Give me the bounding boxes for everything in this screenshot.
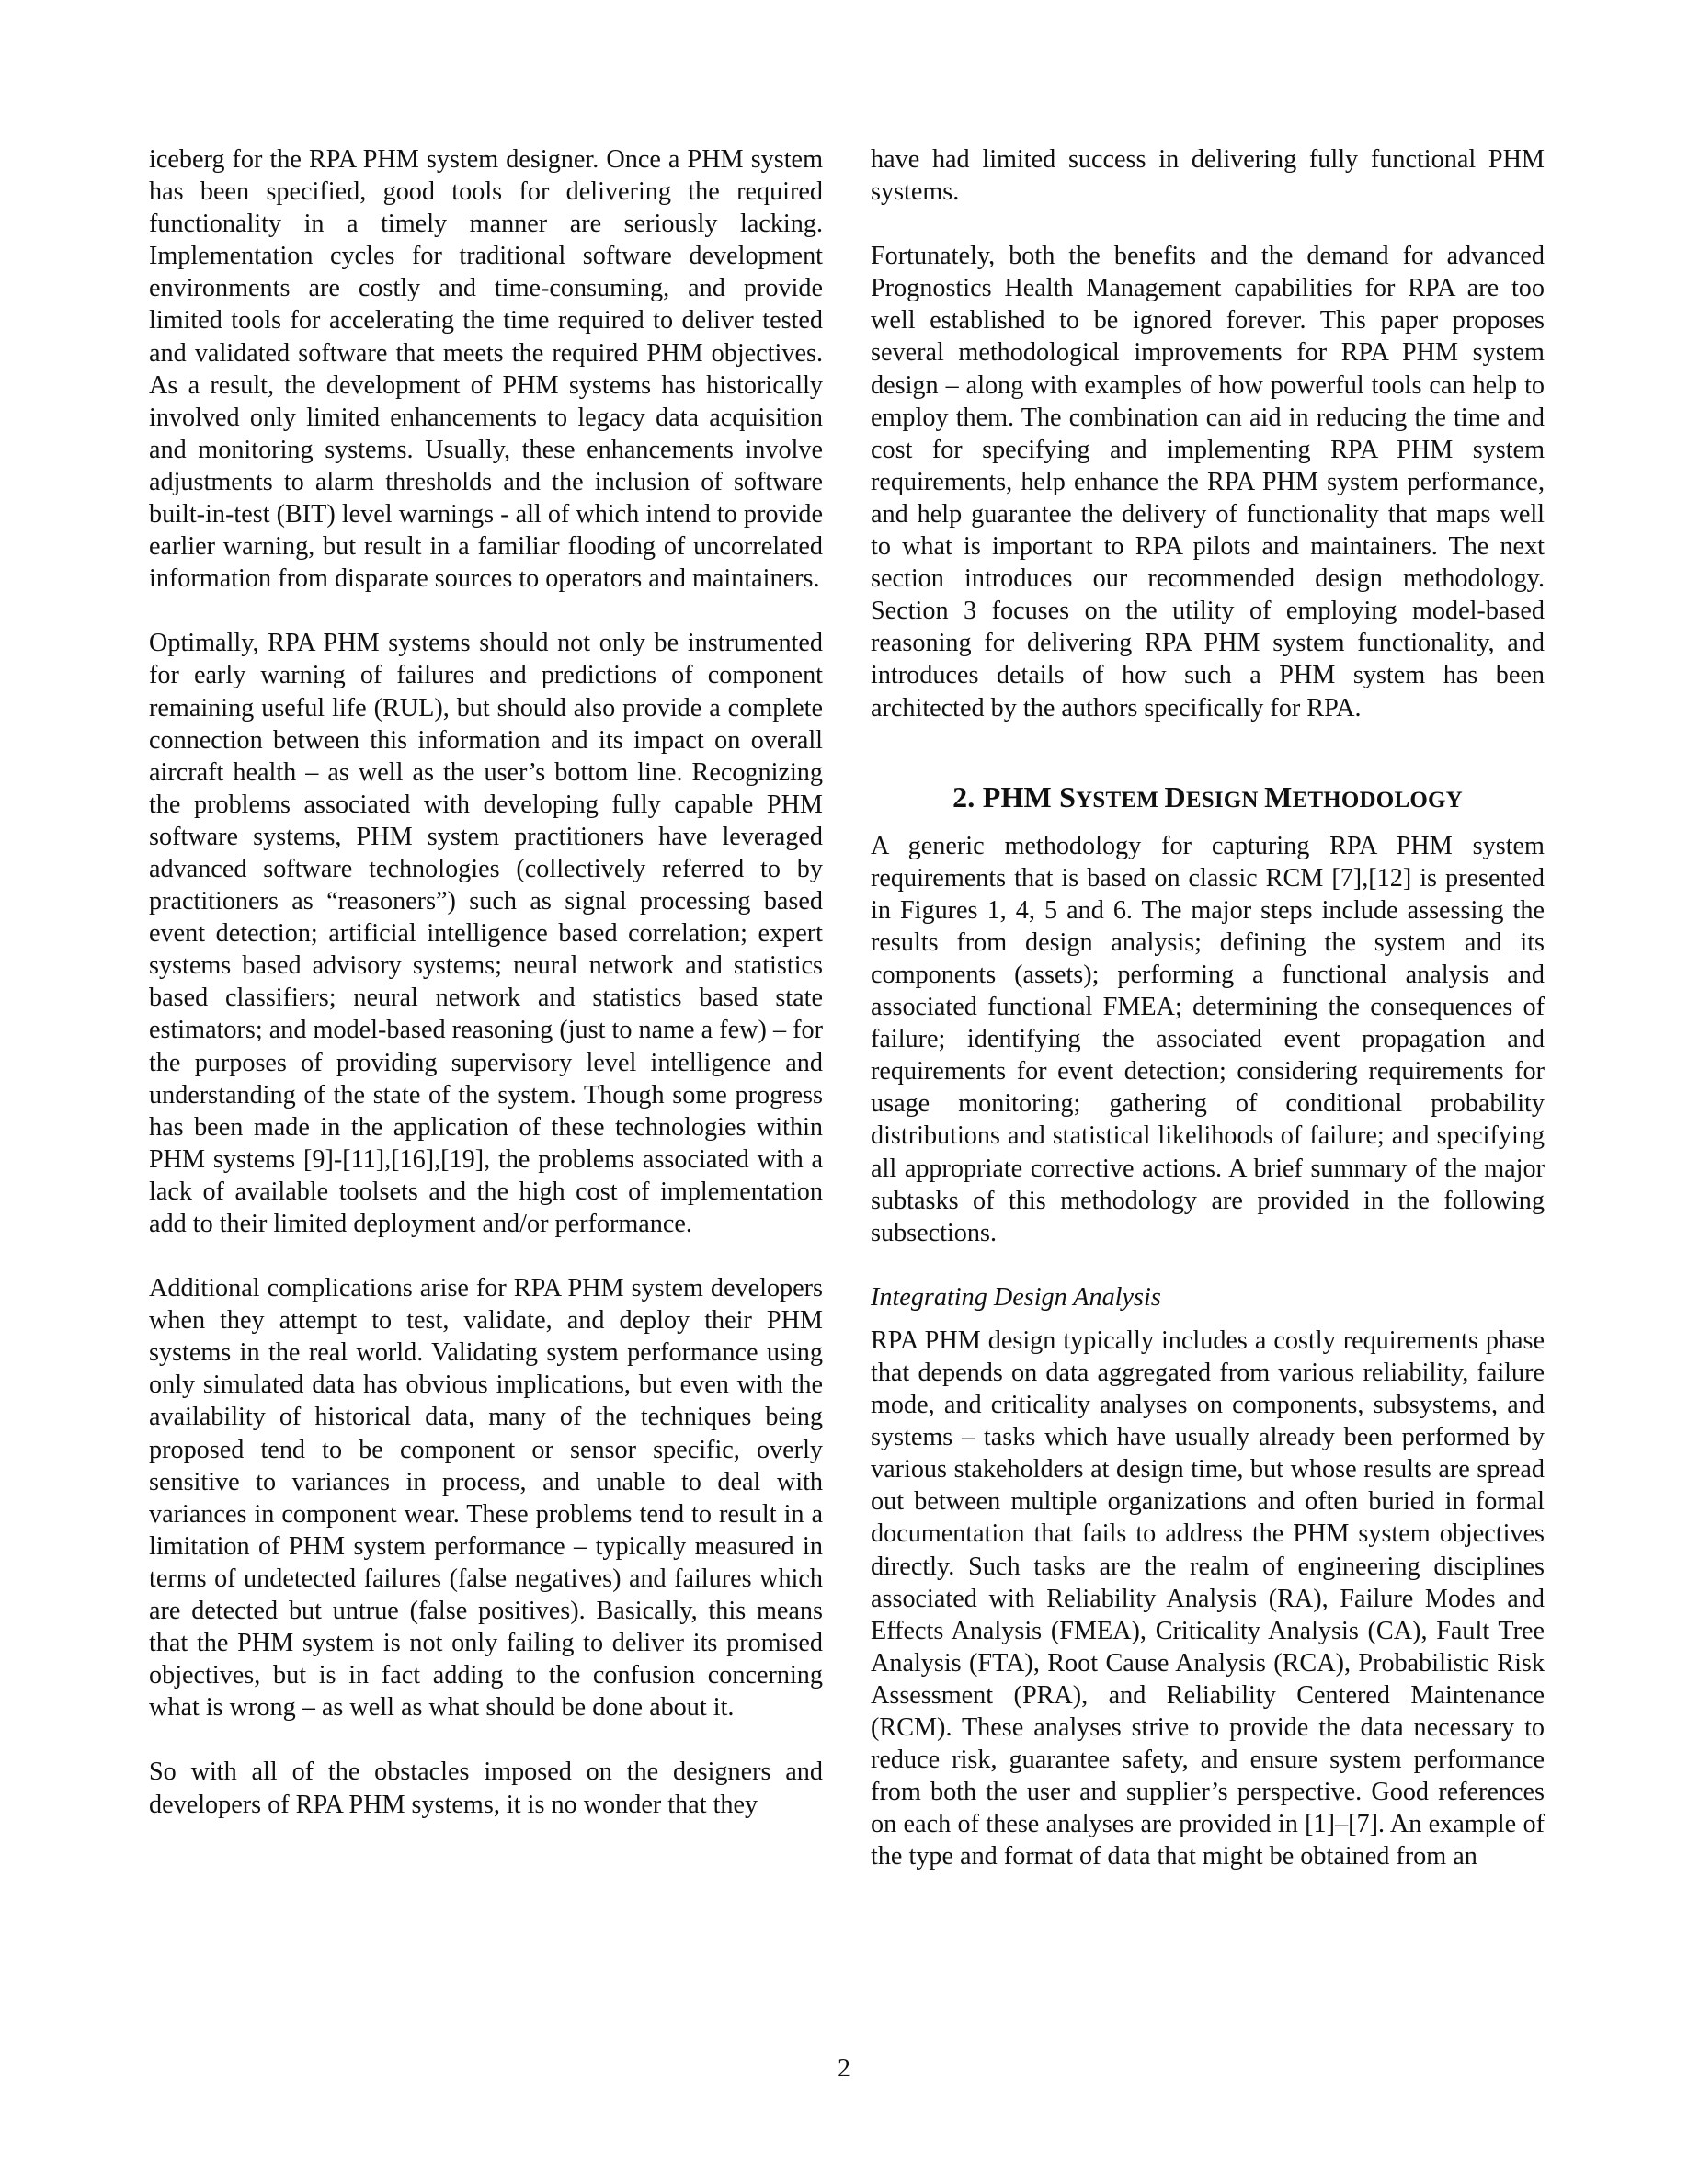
paragraph-fortunately: Fortunately, both the benefits and the demand for advanced Prognostics Health Management capabilities for RPA are too well established to be ignored forever. This paper proposes several methodological improvements for RPA PHM system design – along with examples of how powerful tools can help to employ them. The combination can aid in reducing the time and cost for specifying and implementing RPA PHM system requirements, help enhance the RPA PHM system performance, and help guarantee the delivery of functionality that maps well to what is important to RPA pilots and maintainers. The next section introduces our recommended design methodology. Section 3 focuses on the utility of employing model-based reasoning for delivering RPA PHM system functionality, and introduces details of how such a PHM system has been architected by the authors specifically for RPA. [871,242,1545,722]
paragraph-iceberg: iceberg for the RPA PHM system designer. Once a PHM system has been specified, good tools for delivering the required functionality in a timely manner are seriously lacking. Implementation cycles for traditional software development environments are costly and time-consuming, and provide limited tools for accelerating the time required to deliver tested and validated software that meets the required PHM objectives. As a result, the development of PHM systems has historically involved only limited enhancements to legacy data acquisition and monitoring systems. Usually, these enhancements involve adjustments to alarm thresholds and the inclusion of software built-in-test (BIT) level warnings - all of which intend to provide earlier warning, but result in a familiar flooding of uncorrelated information from disparate sources to operators and maintainers. [149,145,823,594]
paragraph-obstacles: So with all of the obstacles imposed on the designers and developers of RPA PHM systems, it is no wonder that they [149,1757,823,1819]
subsection-heading: Integrating Design Analysis [871,1282,1161,1312]
section-number: 2. [952,779,975,813]
paragraph-additional-complications: Additional complications arise for RPA PHM system developers when they attempt to test, validate, and deploy their PHM systems in the real world. Validating system performance using only simulated data has obvious implications, but even with the availability of historical data, many of the techniques being proposed tend to be component or sensor specific, overly sensitive to variances in process, and unable to deal with variances in component wear. These problems tend to result in a limitation of PHM system performance – typically measured in terms of undetected failures (false negatives) and failures which are detected but untrue (false positives). Basically, this means that the PHM system is not only failing to deliver its promised objectives, but is in fact adding to the confusion concerning what is wrong – as well as what should be done about it. [149,1274,823,1723]
page-number: 2 [838,2054,850,2083]
paragraph-optimally: Optimally, RPA PHM systems should not only be instrumented for early warning of failures and predictions of component remaining useful life (RUL), but should also provide a complete connection between this information and its impact on overall aircraft health – as well as the user’s bottom line. Recognizing the problems associated with developing fully capable PHM software systems, PHM system practitioners have leveraged advanced software technologies (collectively referred to by practitioners as “reasoners”) such as signal processing based event detection; artificial intelligence based correlation; expert systems based advisory systems; neural network and statistics based classifiers; neural network and statistics based state estimators; and model-based reasoning (just to name a few) – for the purposes of providing supervisory level intelligence and understanding of the state of the system. Though some progress has been made in the application of these technologies within PHM systems [9]-[11],[16],[19], the problems associated with a lack of available toolsets and the high cost of implementation add to their limited deployment and/or performance. [149,629,823,1238]
section-title-rest-design: ESIGN [1185,787,1265,813]
paragraph-generic-methodology: A generic methodology for capturing RPA PHM system requirements that is based on classic RCM [7],[12] is presented in Figures 1, 4, 5 and 6. The major steps include assessing the results from design analysis; defining the system and its components (assets); performing a functional analysis and associated functional FMEA; determining the consequences of failure; identifying the associated event propagation and requirements for event detection; considering requirements for usage monitoring; gathering of conditional probability distributions and statistical likelihoods of failure; and specifying all appropriate corrective actions. A brief summary of the major subtasks of this methodology are provided in the following subsections. [871,831,1545,1247]
left-column [149,143,823,1853]
section-title-cap-s: S [1059,779,1077,813]
paragraph-limited-success: have had limited success in delivering fully functional PHM systems. [871,145,1545,207]
section-title-cap-d: D [1164,779,1186,813]
section-title-word-phm: PHM [982,779,1060,813]
paragraph-design-analysis: RPA PHM design typically includes a costly requirements phase that depends on data aggregated from various reliability, failure mode, and criticality analyses on components, subsystems, and systems – tasks which have usually already been performed by various stakeholders at design time, but whose results are spread out between multiple organizations and often buried in formal documentation that fails to address the PHM system objectives directly. Such tasks are the realm of engineering disciplines associated with Reliability Analysis (RA), Failure Modes and Effects Analysis (FMEA), Criticality Analysis (CA), Fault Tree Analysis (FTA), Root Cause Analysis (RCA), Probabilistic Risk Assessment (PRA), and Reliability Centered Maintenance (RCM). These analyses strive to provide the data necessary to reduce risk, guarantee safety, and ensure system performance from both the user and supplier’s perspective. Good references on each of these analyses are provided in [1]–[7]. An example of the type and format of data that might be obtained from an [871,1325,1545,1871]
section-title-rest-methodology: ETHODOLOGY [1292,787,1463,813]
right-column [871,143,1545,1905]
section-title-rest-system: YSTEM [1076,787,1165,813]
section-heading [871,779,1545,819]
section-title-cap-m: M [1264,779,1293,813]
